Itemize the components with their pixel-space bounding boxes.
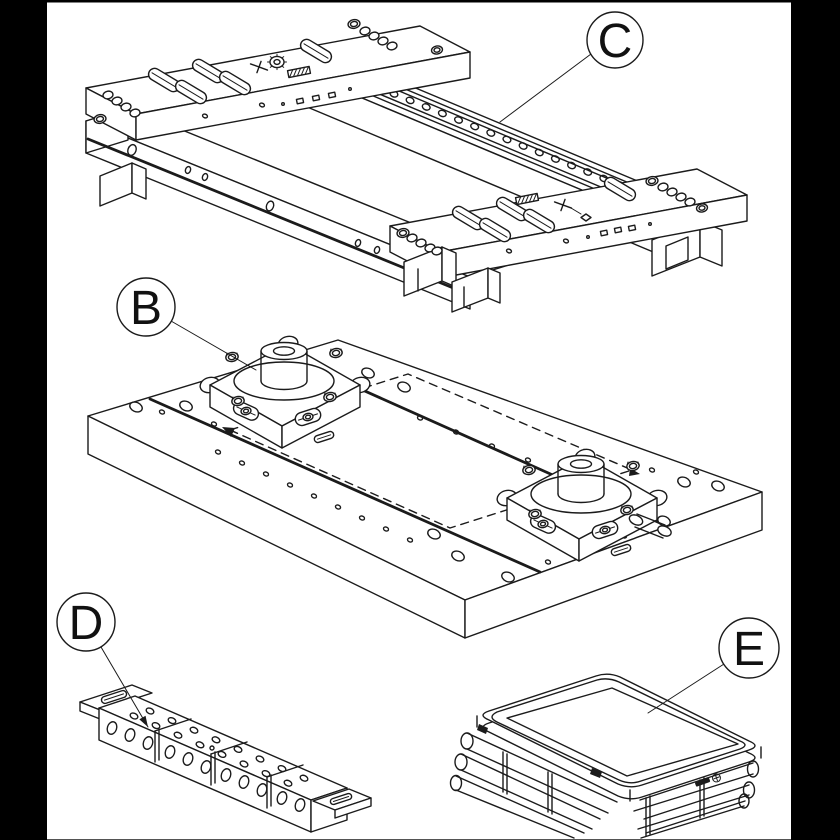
tray-rim bbox=[456, 790, 574, 838]
tray-rim bbox=[646, 801, 745, 833]
latch-detail bbox=[600, 230, 607, 236]
cylinder-top bbox=[261, 343, 307, 360]
leader-line-c bbox=[500, 54, 591, 122]
tray-rim bbox=[638, 795, 749, 829]
leader-line-e bbox=[648, 664, 724, 713]
latch-detail bbox=[296, 98, 303, 104]
frame-assembly-drawing bbox=[86, 19, 747, 312]
latch-detail bbox=[328, 92, 335, 98]
foot bbox=[100, 163, 132, 206]
tray-rim bbox=[456, 776, 584, 833]
cylinder-top bbox=[558, 456, 604, 473]
foot bbox=[132, 163, 146, 199]
base-plate-drawing bbox=[88, 334, 762, 638]
round-boss bbox=[531, 475, 631, 513]
leader-line-b bbox=[171, 321, 256, 370]
latch-detail bbox=[312, 95, 319, 101]
balloon-label-c: C bbox=[597, 15, 633, 68]
foot bbox=[488, 268, 500, 303]
balloon-label-e: E bbox=[732, 623, 766, 676]
gear-mark-icon bbox=[268, 54, 287, 69]
top-scan-line bbox=[0, 0, 840, 3]
latch-detail bbox=[614, 227, 621, 233]
pallet-stack-drawing bbox=[451, 674, 762, 838]
latch-detail bbox=[628, 225, 635, 231]
balloon-label-b: B bbox=[129, 282, 163, 335]
counterbore-hole bbox=[347, 19, 360, 30]
round-boss bbox=[234, 362, 334, 400]
tray-rim bbox=[641, 806, 744, 838]
left-scan-bar bbox=[0, 0, 47, 840]
right-scan-bar bbox=[791, 0, 840, 840]
perforated-rail-drawing bbox=[80, 685, 371, 832]
balloon-label-d: D bbox=[68, 597, 104, 650]
